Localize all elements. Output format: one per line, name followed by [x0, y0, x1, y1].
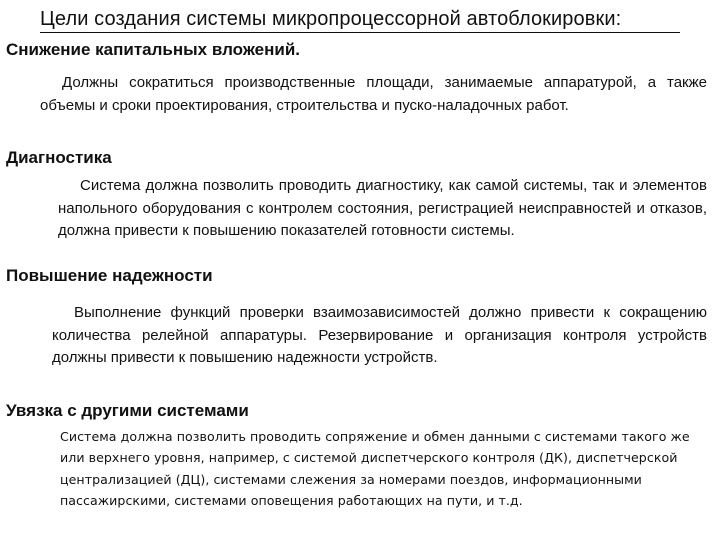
heading-integration: Увязка с другими системами [6, 401, 249, 420]
slide-title: Цели создания системы микропроцессорной автоблокировки: [40, 6, 680, 33]
paragraph-reliability: Выполнение функций проверки взаимозависимостей должно привести к сокращению количества релейной аппаратуры. Резервирование и организация контроля устройств должны привести к повышению надежности устройств. [52, 304, 707, 366]
paragraph-capital-investment: Должны сократиться производственные площади, занимаемые аппаратурой, а также объемы и сроки проектирования, строительства и пуско-наладочных работ. [40, 74, 707, 114]
heading-reliability: Повышение надежности [6, 266, 213, 285]
heading-diagnostics: Диагностика [6, 148, 112, 167]
heading-capital-investment: Снижение капитальных вложений. [6, 40, 300, 59]
paragraph-diagnostics: Система должна позволить проводить диагностику, как самой системы, так и элементов напольного оборудования с контролем состояния, регистрацией неисправностей и отказов, должна привести к повышению показателей готовности системы. [58, 177, 707, 239]
paragraph-integration: Система должна позволить проводить сопряжение и обмен данными с системами такого же или верхнего уровня, например, с системой диспетчерского контроля (ДК), диспетчерской централизацией (ДЦ), системами слежения за номерами поездов, информационными пассажирскими, системами оповещения работающих на пути, и т.д. [60, 429, 690, 508]
